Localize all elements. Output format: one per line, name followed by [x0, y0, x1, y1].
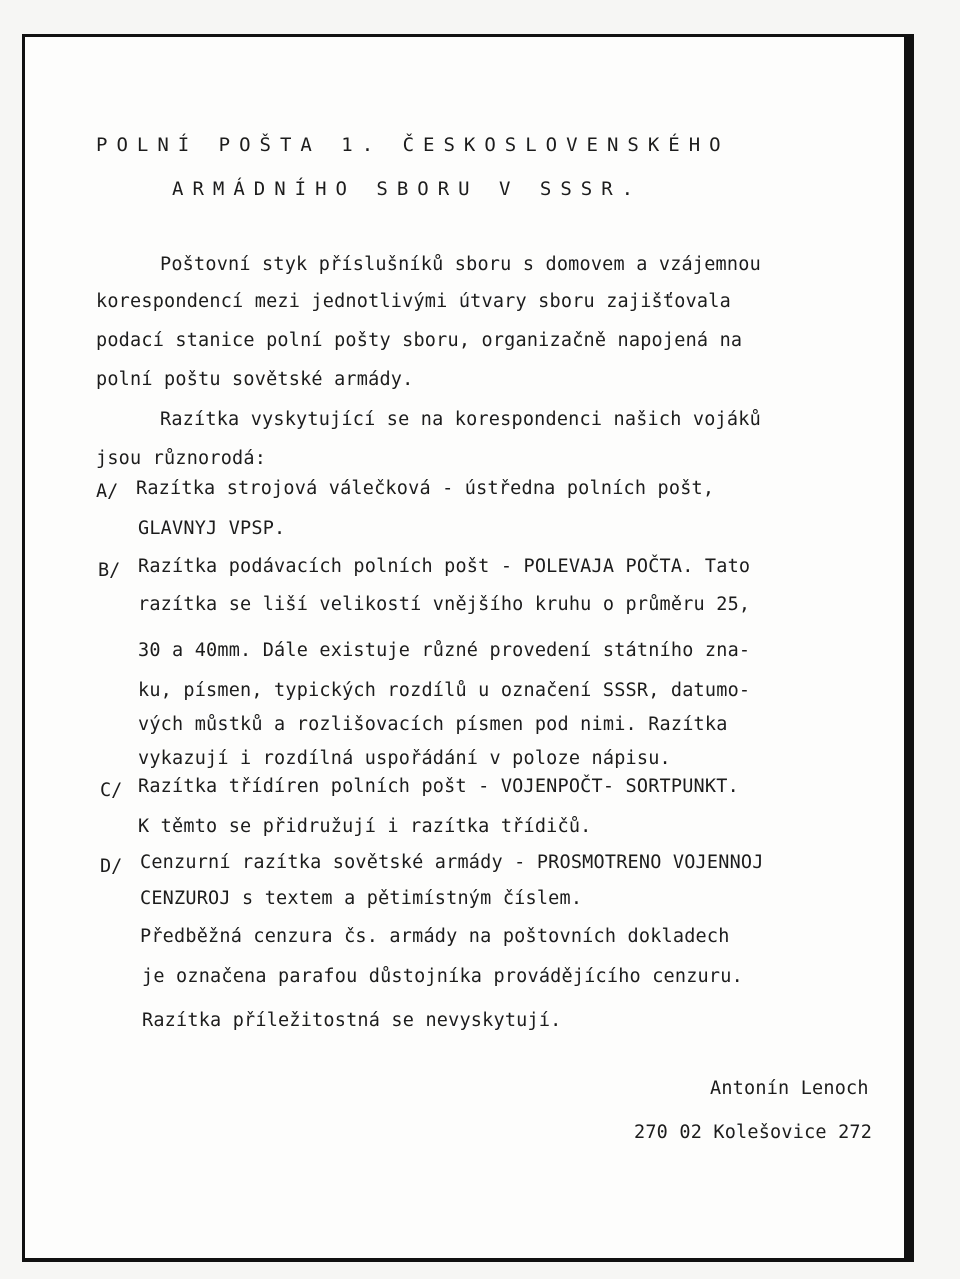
item-c-label: C/: [100, 780, 123, 801]
item-b-line-1: Razítka podávacích polních pošt - POLEVAJA POČTA. Tato: [138, 556, 751, 577]
document-title-line-2: ARMÁDNÍHO SBORU V SSSR.: [172, 178, 643, 200]
item-d-line-5: Razítka příležitostná se nevyskytují.: [142, 1010, 562, 1031]
lead-line-2: jsou různorodá:: [96, 448, 267, 469]
item-b-line-6: vykazují i rozdílná uspořádání v poloze nápisu.: [138, 748, 671, 769]
item-d-line-2: CENZUROJ s textem a pětimístným číslem.: [140, 888, 583, 909]
signature-address: 270 02 Kolešovice 272: [634, 1122, 873, 1143]
item-b-line-3: 30 a 40mm. Dále existuje různé provedení státního zna-: [138, 640, 751, 661]
item-b-line-2: razítka se liší velikostí vnějšího kruhu o průměru 25,: [138, 594, 751, 615]
item-b-line-5: vých můstků a rozlišovacích písmen pod nimi. Razítka: [138, 714, 728, 735]
item-d-line-3: Předběžná cenzura čs. armády na poštovních dokladech: [140, 926, 730, 947]
item-a-line-2: GLAVNYJ VPSP.: [138, 518, 286, 539]
item-d-line-1: Cenzurní razítka sovětské armády - PROSMOTRENO VOJENNOJ: [140, 852, 764, 873]
item-d-label: D/: [100, 856, 123, 877]
item-d-line-4: je označena parafou důstojníka provádějícího cenzuru.: [142, 966, 743, 987]
item-a-line-1: Razítka strojová válečková - ústředna polních pošt,: [136, 478, 715, 499]
document-title-line-1: POLNÍ POŠTA 1. ČESKOSLOVENSKÉHO: [96, 134, 730, 156]
intro-line-4: polní poštu sovětské armády.: [96, 369, 414, 390]
item-a-label: A/: [96, 481, 119, 502]
intro-line-2: korespondencí mezi jednotlivými útvary sboru zajišťovala: [96, 291, 731, 312]
intro-line-1: Poštovní styk příslušníků sboru s domovem a vzájemnou: [160, 254, 761, 275]
item-c-line-2: K těmto se přidružují i razítka třídičů.: [138, 816, 592, 837]
signature-name: Antonín Lenoch: [710, 1078, 869, 1099]
lead-line-1: Razítka vyskytující se na korespondenci našich vojáků: [160, 409, 761, 430]
item-b-line-4: ku, písmen, typických rozdílů u označení SSSR, datumo-: [138, 680, 751, 701]
intro-line-3: podací stanice polní pošty sboru, organizačně napojená na: [96, 330, 743, 351]
item-b-label: B/: [98, 560, 121, 581]
item-c-line-1: Razítka třídíren polních pošt - VOJENPOČT- SORTPUNKT.: [138, 776, 739, 797]
